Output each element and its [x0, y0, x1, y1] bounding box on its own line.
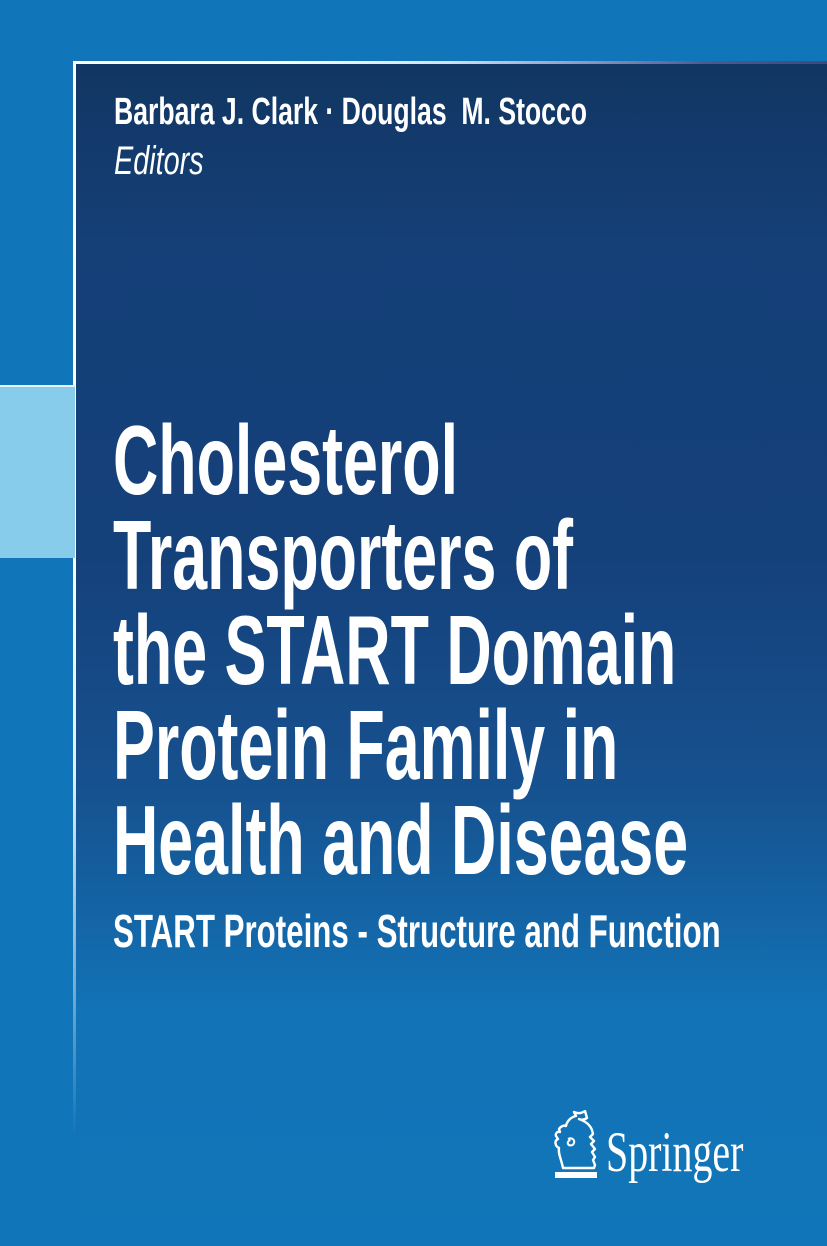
springer-horse-icon	[552, 1110, 600, 1180]
title-line: Protein Family in	[113, 690, 619, 800]
title-line: Cholesterol	[113, 405, 459, 515]
editors-label: Editors	[114, 139, 204, 183]
title-line: Transporters of	[113, 500, 574, 610]
book-subtitle: START Proteins - Structure and Function	[113, 905, 721, 957]
springer-wordmark: Springer	[606, 1121, 744, 1184]
book-title	[113, 405, 827, 895]
accent-square	[0, 387, 75, 558]
title-line: Health and Disease	[113, 785, 689, 895]
panel-left-highlight	[73, 61, 76, 1156]
authors-line: Barbara J. Clark · Douglas M. Stocco	[114, 91, 588, 133]
panel-top-highlight	[75, 61, 827, 64]
springer-logo	[552, 1110, 762, 1190]
title-line: the START Domain	[113, 595, 677, 705]
